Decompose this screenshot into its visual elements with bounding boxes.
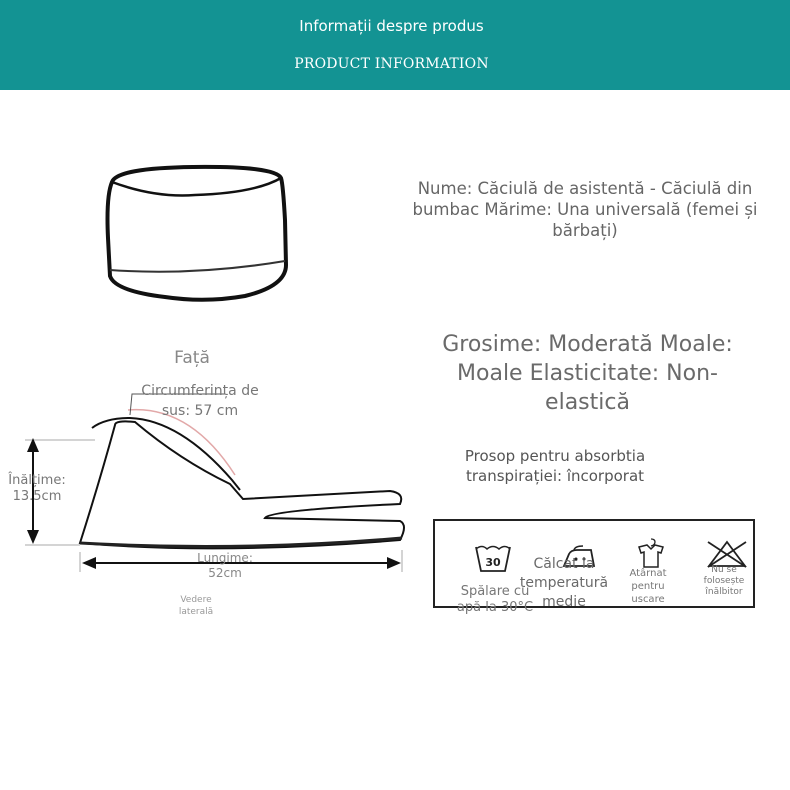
- care-instructions-box: [433, 519, 755, 615]
- header-title-ro: Informații despre produs: [299, 17, 484, 35]
- side-view-label: Vedere laterală: [178, 595, 214, 617]
- length-label: Lungime: 52cm: [197, 551, 253, 580]
- cap-front-band-line: [110, 261, 285, 272]
- circumference-label: Circumferința de sus: 57 cm: [141, 383, 259, 419]
- wash-temp-symbol: 30: [485, 556, 501, 569]
- height-arrow-bottom: [27, 530, 39, 544]
- front-view-label: Față: [174, 348, 210, 368]
- iron-label: Călcat la temperatură medie: [519, 556, 609, 610]
- header-banner: [0, 0, 790, 90]
- length-arrow-right: [387, 557, 401, 569]
- cap-front-top-seam: [112, 178, 281, 195]
- product-name-text: Nume: Căciulă de asistentă - Căciulă din bumbac Mărime: Una universală (femei și bărbați): [412, 179, 758, 240]
- product-thickness-text: Grosime: Moderată Moale: Moale Elasticitate: Non-elastică: [442, 332, 733, 415]
- product-towel-text: Prosop pentru absorbtia transpirației: încorporat: [464, 447, 646, 485]
- wash-label: Spălare cu apă la 30°C: [456, 584, 534, 615]
- no-bleach-label: Nu se folosește înălbitor: [703, 565, 745, 597]
- cap-side-base: [80, 538, 402, 547]
- cap-front-view: [95, 160, 305, 310]
- height-label: Înălțime: 13.5cm: [8, 473, 66, 504]
- cap-side-outline: [80, 421, 404, 548]
- wash-30-icon: [473, 541, 513, 575]
- length-arrow-left: [82, 557, 96, 569]
- hanging-dry-label: Atârnat pentru uscare: [629, 568, 667, 605]
- header-title-en: PRODUCT INFORMATION: [294, 56, 489, 72]
- hanging-dry-icon: [634, 537, 668, 569]
